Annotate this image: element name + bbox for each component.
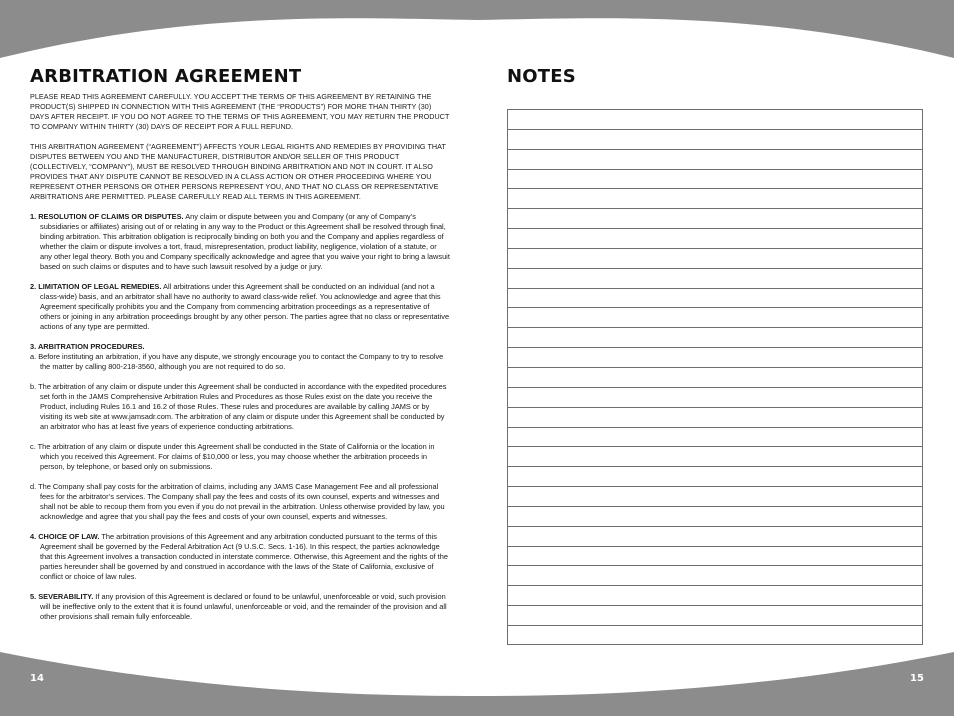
note-line[interactable]: [508, 229, 922, 249]
section-5-body: If any provision of this Agreement is declared or found to be unlawful, unenforceable or void, such provision will be ineffective only to the extent that it is found unlawful, unenforceable or void, and the remainder of the provision and all other provisions shall remain fully enforceable.: [40, 592, 447, 621]
top-page-curve: [0, 0, 954, 60]
note-line[interactable]: [508, 626, 922, 646]
note-line[interactable]: [508, 289, 922, 309]
note-line[interactable]: [508, 487, 922, 507]
section-3c: c. The arbitration of any claim or dispute under this Agreement shall be conducted in the State of California or the location in which you received this Agreement. For claims of $10,000 or less, you may choose whether the arbitration proceeds in person, by telephone, or based only on submissions.: [30, 442, 435, 471]
bottom-page-curve: [0, 652, 954, 716]
section-1: [30, 212, 450, 272]
note-line[interactable]: [508, 170, 922, 190]
note-line[interactable]: [508, 507, 922, 527]
section-4-body: The arbitration provisions of this Agreement and any arbitration conducted pursuant to the terms of this Agreement shall be governed by the Federal Arbitration Act (9 U.S.C. Secs. 1-16). In this respect, the parties acknowledge that this Agreement involves a transaction conducted in interstate commerce. Otherwise, this Agreement and the rights of the parties hereunder shall be governed by and construed in accordance with the laws of the State of California, exclusive of conflict or choice of law rules.: [40, 532, 448, 581]
note-line[interactable]: [508, 189, 922, 209]
section-3: [30, 342, 450, 522]
note-line[interactable]: [508, 547, 922, 567]
intro-block: [30, 92, 450, 202]
section-1-heading: 1. RESOLUTION OF CLAIMS OR DISPUTES.: [30, 212, 184, 221]
note-line[interactable]: [508, 447, 922, 467]
note-line[interactable]: [508, 348, 922, 368]
section-2-body: All arbitrations under this Agreement shall be conducted on an individual (and not a class-wide) basis, and an arbitrator shall have no authority to award class-wide relief. You acknowledge and agree that this Agreement specifically prohibits you and the Company from commencing arbitration proceedings as a representative of others or joining in any arbitration proceedings brought by any other person. The parties agree that no class or representative actions of any type are permitted.: [40, 282, 450, 331]
note-line[interactable]: [508, 328, 922, 348]
note-line[interactable]: [508, 130, 922, 150]
note-line[interactable]: [508, 209, 922, 229]
note-line[interactable]: [508, 249, 922, 269]
note-line[interactable]: [508, 388, 922, 408]
section-3a: a. Before instituting an arbitration, if you have any dispute, we strongly encourage you to contact the Company to try to resolve the matter by calling 800-218-3560, although you are not required to do so.: [30, 352, 444, 371]
note-line[interactable]: [508, 110, 922, 130]
left-page: [30, 66, 450, 622]
notes-lined-area[interactable]: [507, 109, 923, 645]
note-line[interactable]: [508, 428, 922, 448]
note-line[interactable]: [508, 527, 922, 547]
note-line[interactable]: [508, 606, 922, 626]
note-line[interactable]: [508, 566, 922, 586]
section-2-heading: 2. LIMITATION OF LEGAL REMEDIES.: [30, 282, 162, 291]
note-line[interactable]: [508, 269, 922, 289]
note-line[interactable]: [508, 368, 922, 388]
note-line[interactable]: [508, 408, 922, 428]
page-number-left: 14: [30, 673, 44, 684]
section-3-heading: 3. ARBITRATION PROCEDURES.: [30, 342, 145, 351]
section-3d: d. The Company shall pay costs for the arbitration of claims, including any JAMS Case Management Fee and all professional fees for the arbitrator’s services. The Company shall pay the fees and costs of its own counsel, experts and witnesses and shall not be able to recoup them from you even if you do not prevail in the arbitration. Unless otherwise provided by law, you acknowledge and agree that you shall pay the fees and costs of your own counsel, experts and witnesses.: [30, 482, 445, 521]
section-4: [30, 532, 450, 582]
right-page: [507, 66, 924, 92]
page-title: ARBITRATION AGREEMENT: [30, 66, 302, 87]
note-line[interactable]: [508, 150, 922, 170]
note-line[interactable]: [508, 467, 922, 487]
section-5-heading: 5. SEVERABILITY.: [30, 592, 94, 601]
section-1-body: Any claim or dispute between you and Company (or any of Company’s subsidiaries or affiliates) arising out of or relating in any way to the Product or this Agreement shall be resolved through final, binding arbitration. This arbitration obligation is reciprocally binding on both you and the Company and applies regardless of whether the claim or dispute involves a tort, fraud, misrepresentation, product liability, negligence, violation of a statute, or any other legal theory. Both you and Company specifically acknowledge and agree that you waive your right to bring a lawsuit based on such claims or disputes and to have such lawsuit resolved by a judge or jury.: [40, 212, 450, 271]
note-line[interactable]: [508, 308, 922, 328]
section-5: [30, 592, 450, 622]
page-number-right: 15: [910, 673, 924, 684]
section-3b: b. The arbitration of any claim or dispute under this Agreement shall be conducted in accordance with the expedited procedures set forth in the JAMS Comprehensive Arbitration Rules and Procedures as those Rules exist on the date you receive the Product, including Rules 16.1 and 16.2 of those Rules. These rules and procedures are available by calling JAMS or by visiting its web site at www.jamsadr.com. The arbitration of any claim or dispute under this Agreement shall be conducted by an arbitrator who has at least five years of experience conducting arbitrations.: [30, 382, 447, 431]
section-2: [30, 282, 450, 332]
notes-title: NOTES: [507, 66, 576, 87]
section-4-heading: 4. CHOICE OF LAW.: [30, 532, 100, 541]
intro-paragraph-1: PLEASE READ THIS AGREEMENT CAREFULLY. YOU ACCEPT THE TERMS OF THIS AGREEMENT BY RETAINING THE PRODUCT(S) SHIPPED IN CONNECTION WITH THIS AGREEMENT (THE “PRODUCTS”) FOR MORE THAN THIRTY (30) DAYS AFTER RECEIPT. IF YOU DO NOT AGREE TO THE TERMS OF THIS AGREEMENT, YOU MAY RETURN THE PRODUCT TO COMPANY WITHIN THIRTY (30) DAYS OF RECEIPT FOR A FULL REFUND.: [30, 92, 450, 131]
intro-paragraph-2: THIS ARBITRATION AGREEMENT (“AGREEMENT”) AFFECTS YOUR LEGAL RIGHTS AND REMEDIES BY PROVIDING THAT DISPUTES BETWEEN YOU AND THE MANUFACTURER, DISTRIBUTOR AND/OR SELLER OF THIS PRODUCT (COLLECTIVELY, “COMPANY”), MUST BE RESOLVED THROUGH BINDING ARBITRATION AND NOT IN COURT. IT ALSO PROVIDES THAT ANY DISPUTE CANNOT BE RESOLVED IN A CLASS ACTION OR OTHER PROCEEDING WHERE YOU REPRESENT OTHER PERSONS OR OTHER PERSONS REPRESENT YOU, AND THAT NO CLASS OR REPRESENTATIVE ARBITRATIONS ARE PERMITTED. PLEASE CAREFULLY READ ALL TERMS IN THIS AGREEMENT.: [30, 142, 446, 201]
note-line[interactable]: [508, 586, 922, 606]
